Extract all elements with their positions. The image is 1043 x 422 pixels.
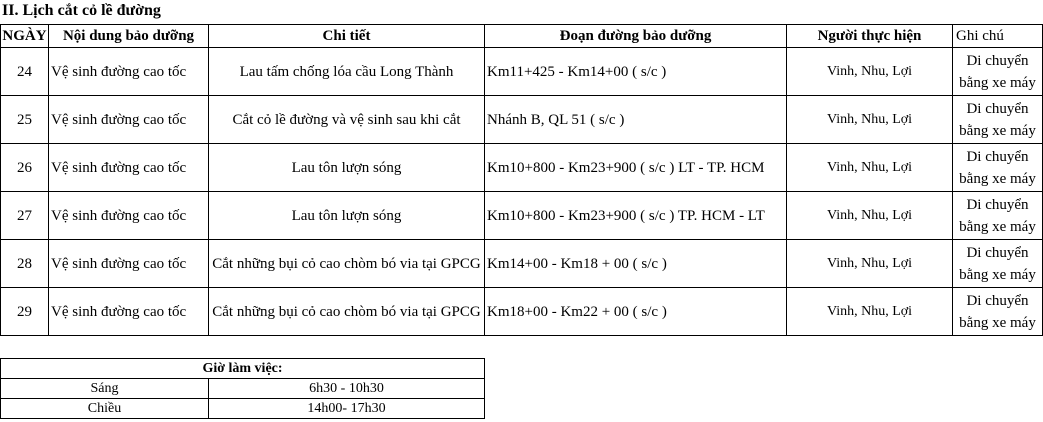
header-detail: Chi tiết <box>209 25 485 48</box>
segment-cell: Km11+425 - Km14+00 ( s/c ) <box>485 48 787 96</box>
maintenance-schedule-table <box>0 24 1043 336</box>
note-line-1: Di chuyển <box>966 244 1029 261</box>
note-line-2: bằng xe máy <box>959 266 1036 283</box>
segment-cell: Km10+800 - Km23+900 ( s/c ) TP. HCM - LT <box>485 192 787 240</box>
working-hours-header-row <box>1 359 485 379</box>
content-cell: Vệ sinh đường cao tốc <box>49 144 209 192</box>
table-row <box>1 192 1043 240</box>
content-cell: Vệ sinh đường cao tốc <box>49 288 209 336</box>
day-cell: 27 <box>1 192 49 240</box>
detail-cell: Lau tôn lượn sóng <box>209 192 485 240</box>
day-cell: 29 <box>1 288 49 336</box>
note-line-2: bằng xe máy <box>959 122 1036 139</box>
segment-cell: Km10+800 - Km23+900 ( s/c ) LT - TP. HCM <box>485 144 787 192</box>
worker-cell: Vinh, Nhu, Lợi <box>787 192 953 240</box>
content-cell: Vệ sinh đường cao tốc <box>49 48 209 96</box>
table-row <box>1 96 1043 144</box>
morning-hours: 6h30 - 10h30 <box>209 379 485 399</box>
detail-cell: Cắt cỏ lề đường và vệ sinh sau khi cắt <box>209 96 485 144</box>
header-note: Ghi chú <box>953 25 1043 48</box>
note-cell <box>953 192 1043 240</box>
detail-cell: Cắt những bụi cỏ cao chòm bó via tại GPCG <box>209 288 485 336</box>
note-cell <box>953 144 1043 192</box>
detail-cell: Lau tấm chống lóa cầu Long Thành <box>209 48 485 96</box>
note-line-1: Di chuyển <box>966 148 1029 165</box>
worker-cell: Vinh, Nhu, Lợi <box>787 240 953 288</box>
morning-label: Sáng <box>1 379 209 399</box>
table-row <box>1 144 1043 192</box>
note-line-1: Di chuyển <box>966 292 1029 309</box>
afternoon-row <box>1 399 485 419</box>
note-line-2: bằng xe máy <box>959 170 1036 187</box>
afternoon-hours: 14h00- 17h30 <box>209 399 485 419</box>
detail-cell: Lau tôn lượn sóng <box>209 144 485 192</box>
note-line-1: Di chuyển <box>966 196 1029 213</box>
content-cell: Vệ sinh đường cao tốc <box>49 240 209 288</box>
worker-cell: Vinh, Nhu, Lợi <box>787 96 953 144</box>
table-row <box>1 240 1043 288</box>
header-segment: Đoạn đường bảo dưỡng <box>485 25 787 48</box>
header-worker: Người thực hiện <box>787 25 953 48</box>
note-line-2: bằng xe máy <box>959 218 1036 235</box>
day-cell: 28 <box>1 240 49 288</box>
note-line-1: Di chuyển <box>966 100 1029 117</box>
day-cell: 26 <box>1 144 49 192</box>
note-cell <box>953 288 1043 336</box>
segment-cell: Km18+00 - Km22 + 00 ( s/c ) <box>485 288 787 336</box>
note-line-2: bằng xe máy <box>959 314 1036 331</box>
header-row <box>1 25 1043 48</box>
note-line-1: Di chuyển <box>966 52 1029 69</box>
segment-cell: Km14+00 - Km18 + 00 ( s/c ) <box>485 240 787 288</box>
note-cell <box>953 96 1043 144</box>
section-title: II. Lịch cắt cỏ lề đường <box>2 2 161 19</box>
afternoon-label: Chiều <box>1 399 209 419</box>
morning-row <box>1 379 485 399</box>
content-cell: Vệ sinh đường cao tốc <box>49 192 209 240</box>
table-row <box>1 48 1043 96</box>
content-cell: Vệ sinh đường cao tốc <box>49 96 209 144</box>
header-content: Nội dung bảo dưỡng <box>49 25 209 48</box>
worker-cell: Vinh, Nhu, Lợi <box>787 144 953 192</box>
working-hours-title: Giờ làm việc: <box>1 359 485 379</box>
note-cell <box>953 240 1043 288</box>
day-cell: 24 <box>1 48 49 96</box>
day-cell: 25 <box>1 96 49 144</box>
note-cell <box>953 48 1043 96</box>
segment-cell: Nhánh B, QL 51 ( s/c ) <box>485 96 787 144</box>
working-hours-table <box>0 358 485 419</box>
note-line-2: bằng xe máy <box>959 74 1036 91</box>
table-row <box>1 288 1043 336</box>
worker-cell: Vinh, Nhu, Lợi <box>787 48 953 96</box>
worker-cell: Vinh, Nhu, Lợi <box>787 288 953 336</box>
header-day: NGÀY <box>1 25 49 48</box>
detail-cell: Cắt những bụi cỏ cao chòm bó via tại GPCG <box>209 240 485 288</box>
